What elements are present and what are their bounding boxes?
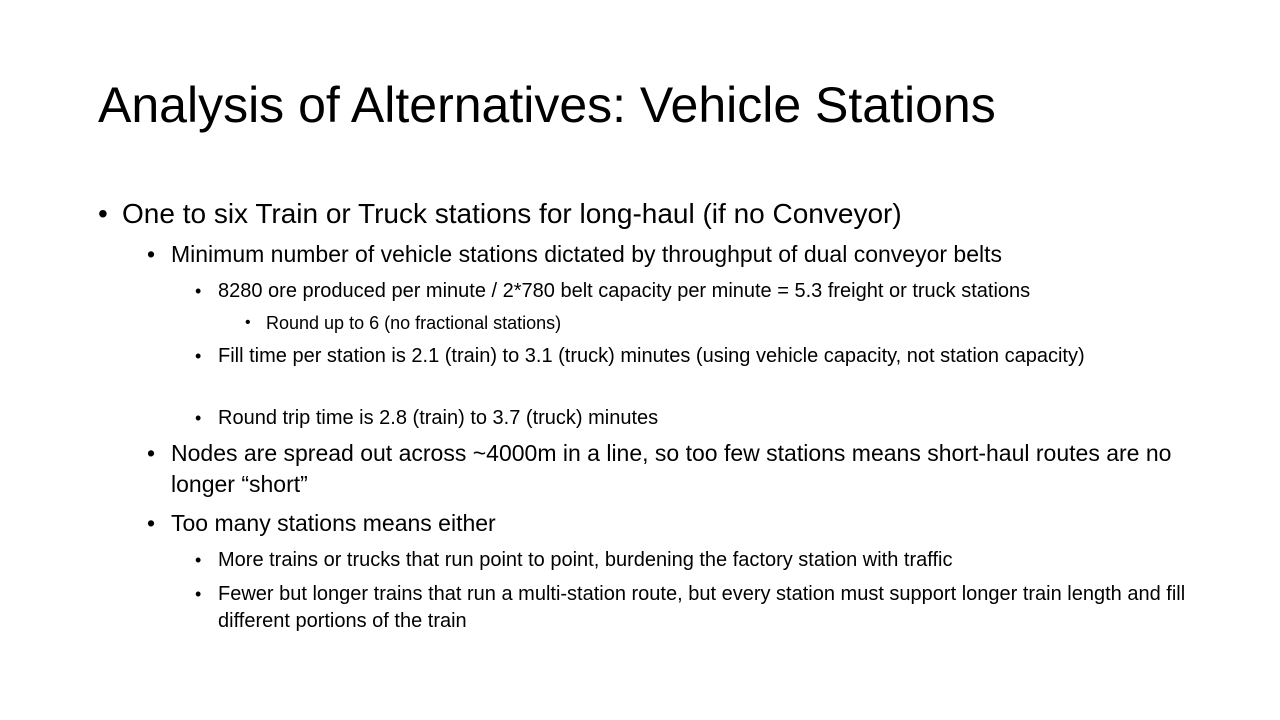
bullet-dot: •: [195, 550, 202, 570]
bullet-item: [195, 343, 1158, 370]
bullet-dot: •: [195, 346, 202, 366]
bullet-dot: •: [147, 440, 156, 466]
bullet-dot: •: [147, 510, 156, 536]
bullet-item: [98, 198, 1202, 230]
bullet-dot: •: [195, 408, 202, 428]
bullet-item: [195, 581, 1188, 635]
bullet-text: 8280 ore produced per minute / 2*780 belt capacity per minute = 5.3 freight or truck stations: [218, 280, 1031, 302]
bullet-text: Round trip time is 2.8 (train) to 3.7 (truck) minutes: [218, 407, 659, 429]
bullet-text: One to six Train or Truck stations for long-haul (if no Conveyor): [122, 198, 902, 229]
bullet-text: Fill time per station is 2.1 (train) to 3.1 (truck) minutes (using vehicle capacity, not station capacity): [218, 345, 1085, 367]
bullet-dot: •: [147, 241, 156, 267]
bullet-item: [195, 405, 1218, 432]
bullet-item: [245, 311, 1166, 335]
bullet-item: [147, 239, 1221, 270]
bullet-text: Fewer but longer trains that run a multi-station route, but every station must support longer train length and fill different portions of the train: [218, 583, 1186, 632]
bullet-text: Too many stations means either: [171, 510, 496, 536]
bullet-dot: •: [98, 198, 108, 229]
bullet-item: [147, 508, 1181, 539]
bullet-dot: •: [195, 281, 202, 301]
bullet-dot: •: [195, 584, 202, 604]
bullet-text: Minimum number of vehicle stations dictated by throughput of dual conveyor belts: [171, 241, 1002, 267]
bullet-text: Round up to 6 (no fractional stations): [266, 313, 562, 333]
slide-title: Analysis of Alternatives: Vehicle Stations: [98, 77, 996, 133]
bullet-item: [195, 547, 1218, 574]
bullet-item: [195, 278, 1218, 305]
bullet-text: Nodes are spread out across ~4000m in a line, so too few stations means short-haul routes are no longer “short”: [171, 440, 1172, 497]
bullet-dot: •: [245, 314, 251, 331]
bullet-text: More trains or trucks that run point to point, burdening the factory station with traffic: [218, 549, 953, 571]
bullet-item: [147, 438, 1181, 500]
